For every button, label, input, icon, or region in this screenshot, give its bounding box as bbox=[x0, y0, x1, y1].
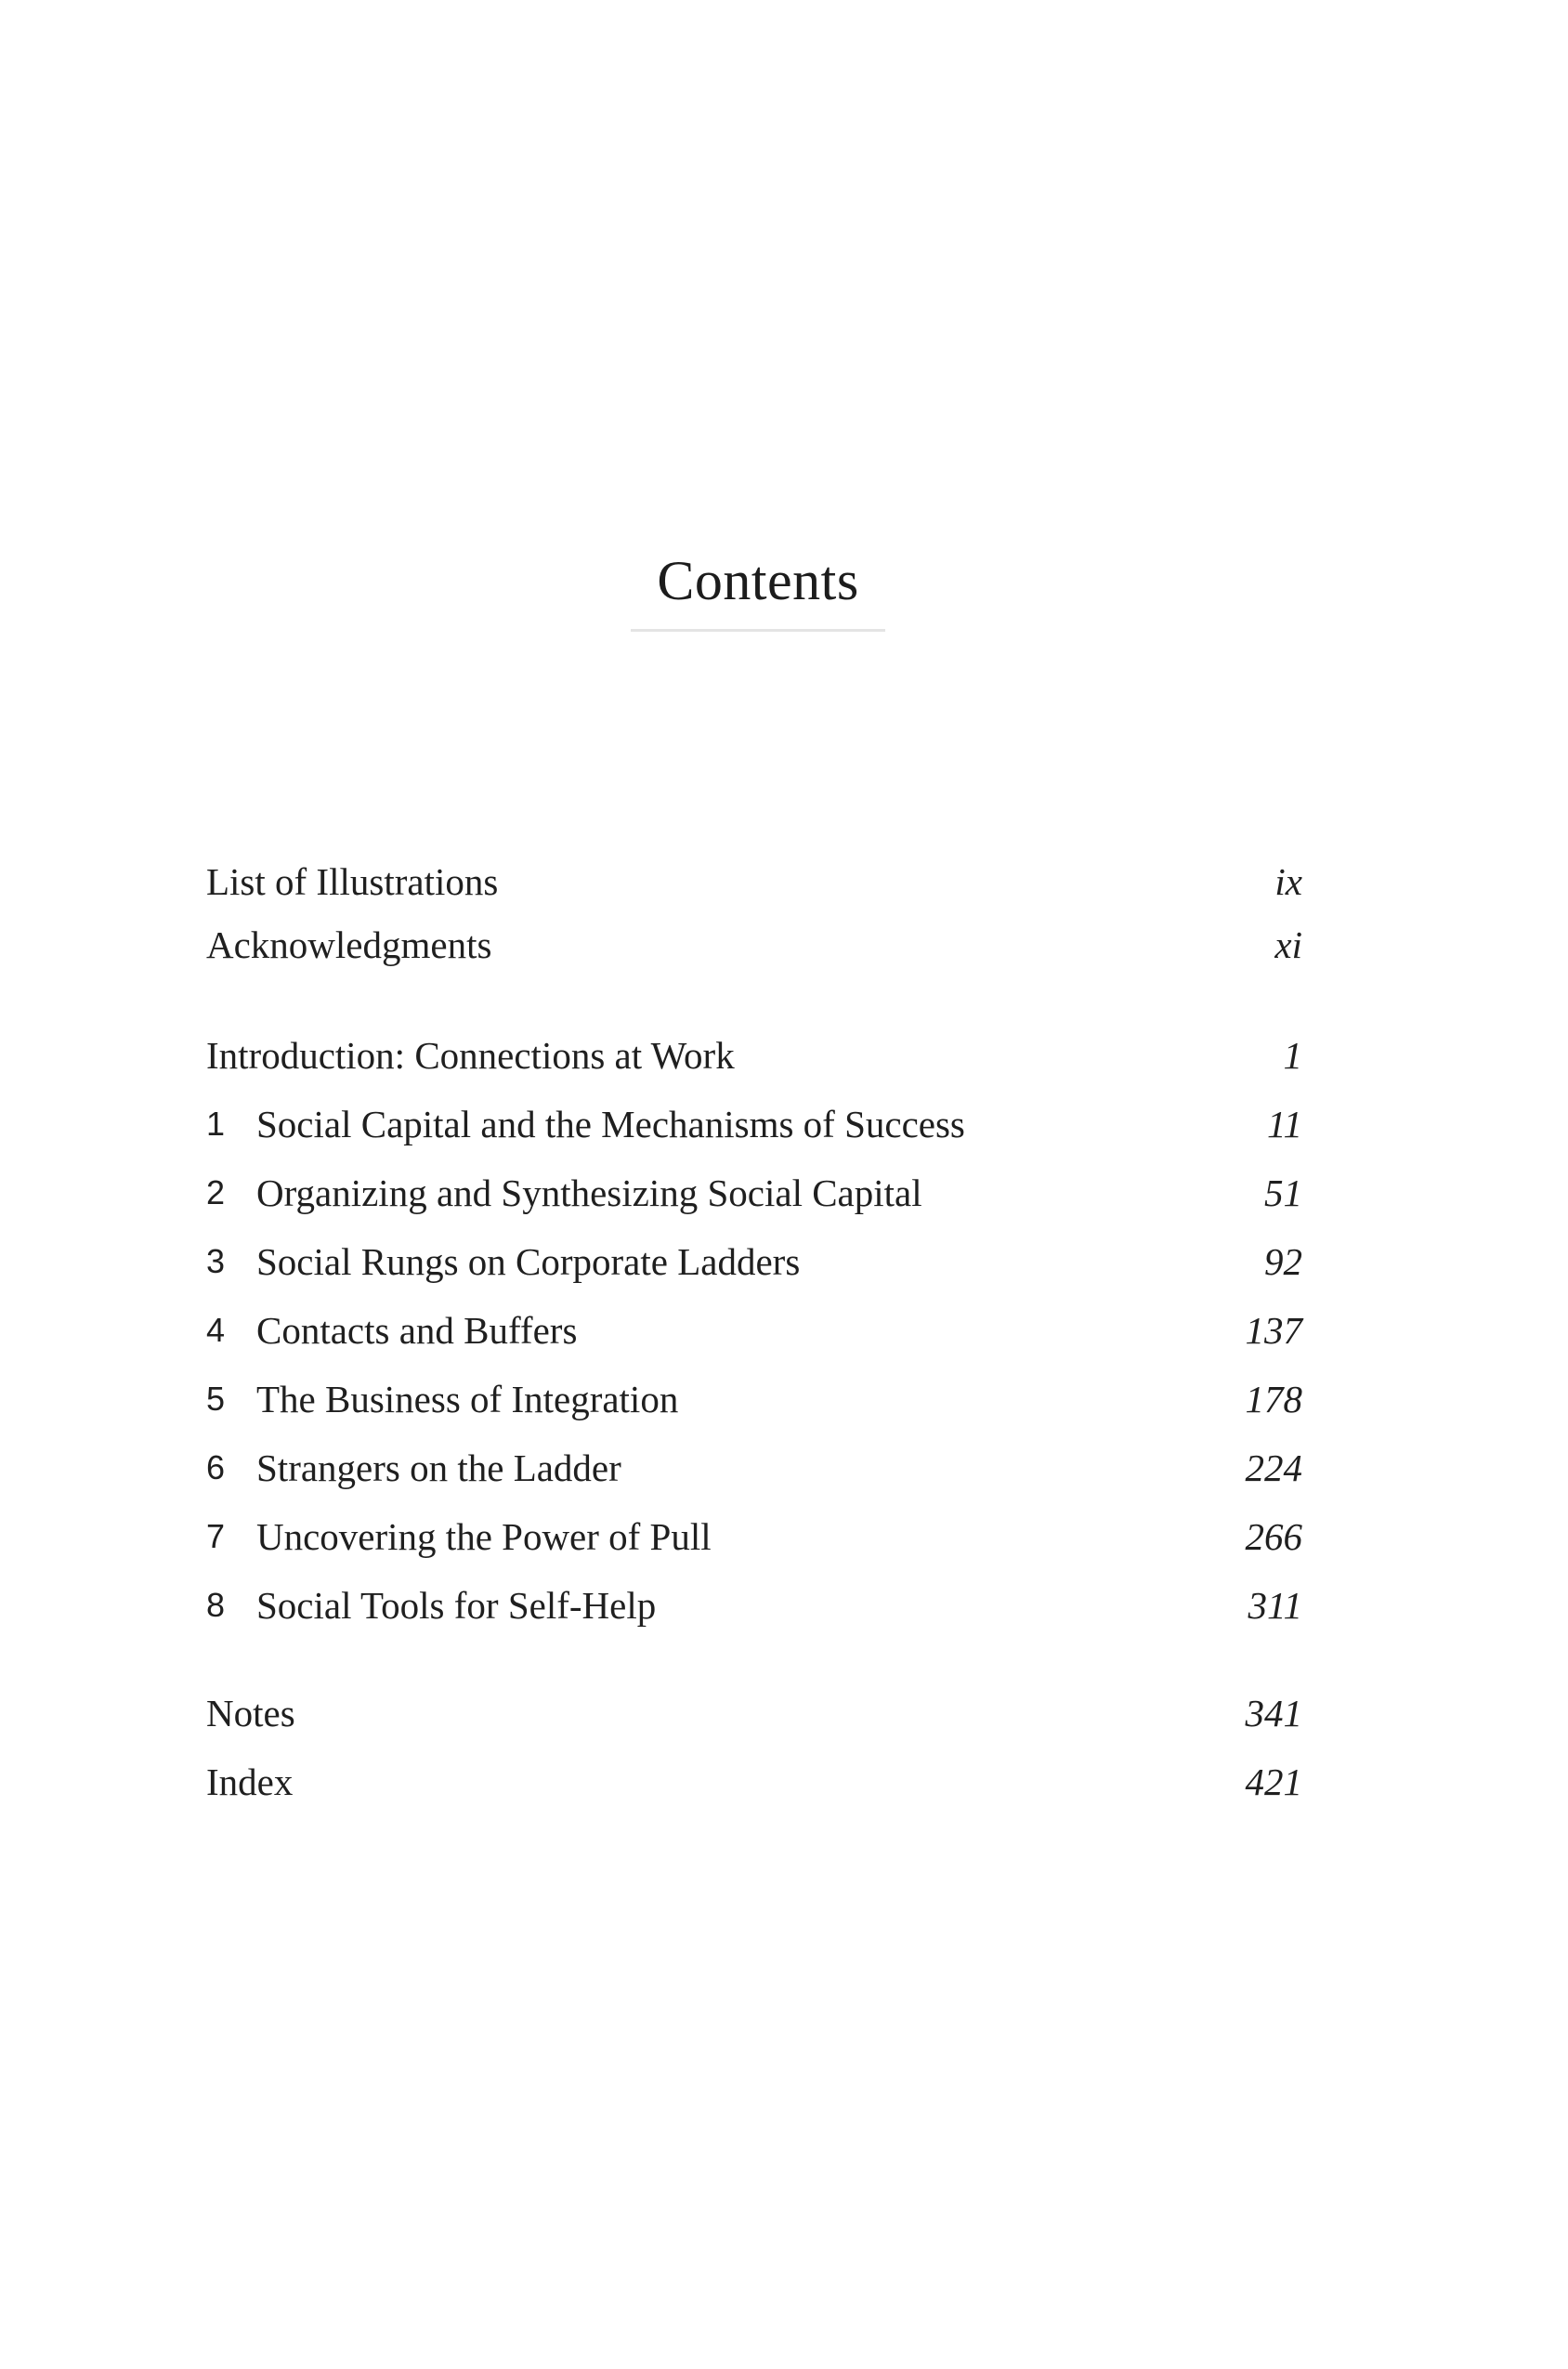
toc-entry-label: Contacts and Buffers bbox=[256, 1309, 578, 1352]
toc-entry-chapter-8[interactable] bbox=[206, 1571, 1302, 1640]
table-of-contents bbox=[206, 850, 1302, 1816]
toc-entry-label: Social Tools for Self-Help bbox=[256, 1584, 657, 1627]
toc-entry-page: 341 bbox=[1245, 1692, 1302, 1734]
toc-entry-page: 92 bbox=[1264, 1240, 1302, 1283]
toc-entry-label: Strangers on the Ladder bbox=[256, 1446, 621, 1489]
toc-entry-label: List of Illustrations bbox=[206, 860, 499, 903]
toc-entry-chapter-2[interactable] bbox=[206, 1158, 1302, 1227]
toc-entry-page: 11 bbox=[1267, 1103, 1302, 1145]
toc-entry-chapter-6[interactable] bbox=[206, 1433, 1302, 1502]
toc-entry-page: 178 bbox=[1245, 1378, 1302, 1420]
chapter-number: 4 bbox=[206, 1311, 226, 1349]
toc-entry-label: Uncovering the Power of Pull bbox=[256, 1515, 712, 1558]
chapter-number: 1 bbox=[206, 1105, 226, 1143]
chapter-number: 3 bbox=[206, 1242, 226, 1280]
section-spacer bbox=[206, 1640, 1302, 1679]
toc-entry-chapter-4[interactable] bbox=[206, 1296, 1302, 1365]
chapter-number: 7 bbox=[206, 1517, 226, 1555]
toc-entry-label: Introduction: Connections at Work bbox=[206, 1034, 735, 1077]
toc-entry-label: Index bbox=[206, 1760, 294, 1803]
toc-entry-page: 51 bbox=[1264, 1171, 1302, 1214]
section-spacer bbox=[206, 976, 1302, 1021]
toc-entry-list-of-illustrations[interactable] bbox=[206, 850, 1302, 913]
toc-entry-index[interactable] bbox=[206, 1747, 1302, 1816]
chapter-number: 6 bbox=[206, 1448, 226, 1486]
toc-entry-page: 266 bbox=[1245, 1515, 1302, 1558]
toc-entry-chapter-3[interactable] bbox=[206, 1227, 1302, 1296]
chapter-number: 2 bbox=[206, 1173, 226, 1211]
toc-entry-page: 311 bbox=[1248, 1584, 1302, 1627]
toc-entry-notes[interactable] bbox=[206, 1679, 1302, 1747]
toc-entry-page: 224 bbox=[1245, 1446, 1302, 1489]
title-wrap bbox=[0, 550, 1516, 632]
toc-entry-label: Social Capital and the Mechanisms of Success bbox=[256, 1103, 965, 1145]
toc-entry-page: 1 bbox=[1283, 1034, 1302, 1077]
toc-entry-label: Notes bbox=[206, 1692, 295, 1734]
toc-entry-chapter-1[interactable] bbox=[206, 1090, 1302, 1158]
toc-entry-chapter-7[interactable] bbox=[206, 1502, 1302, 1571]
toc-entry-label: Organizing and Synthesizing Social Capital bbox=[256, 1171, 922, 1214]
toc-entry-introduction[interactable] bbox=[206, 1021, 1302, 1090]
toc-entry-page: xi bbox=[1274, 923, 1302, 966]
toc-entry-label: The Business of Integration bbox=[256, 1378, 679, 1420]
toc-entry-chapter-5[interactable] bbox=[206, 1365, 1302, 1433]
toc-entry-label: Social Rungs on Corporate Ladders bbox=[256, 1240, 801, 1283]
chapter-number: 8 bbox=[206, 1586, 226, 1624]
page-title: Contents bbox=[631, 553, 884, 632]
toc-entry-label: Acknowledgments bbox=[206, 923, 492, 966]
toc-entry-page: ix bbox=[1274, 860, 1302, 903]
toc-entry-page: 421 bbox=[1245, 1760, 1302, 1803]
toc-entry-acknowledgments[interactable] bbox=[206, 913, 1302, 976]
chapter-number: 5 bbox=[206, 1380, 226, 1418]
toc-entry-page: 137 bbox=[1245, 1309, 1302, 1352]
